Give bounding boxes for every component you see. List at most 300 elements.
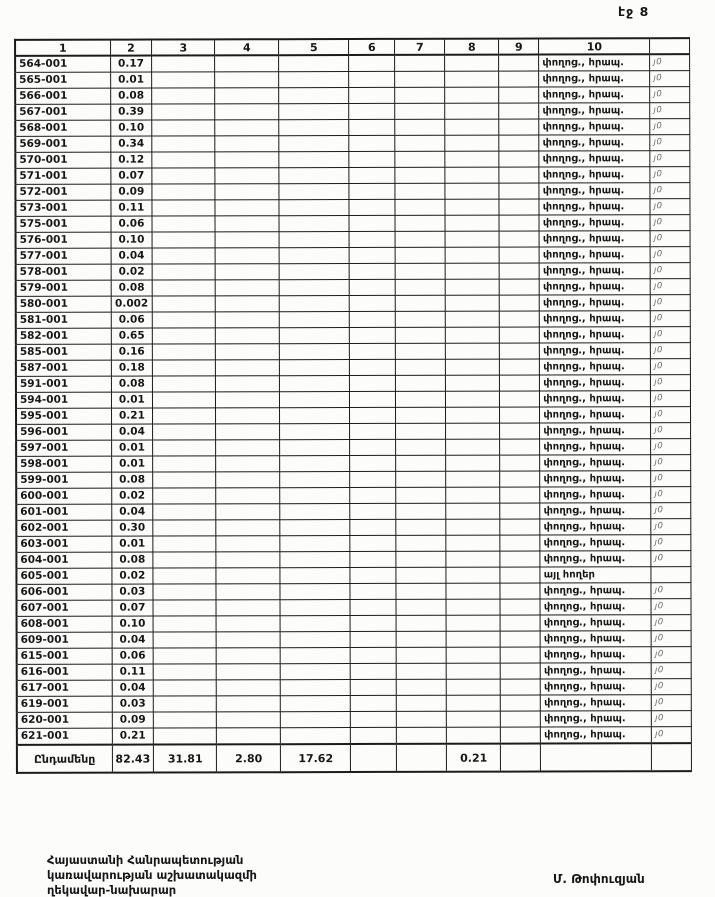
margin-annotation: յ0 — [651, 391, 691, 407]
empty-cell — [446, 343, 500, 359]
margin-annotation: յ0 — [651, 631, 691, 647]
empty-cell — [395, 263, 445, 279]
total-value-cell — [351, 744, 397, 772]
empty-cell — [446, 391, 500, 407]
empty-cell — [395, 231, 445, 247]
margin-annotation: յ0 — [650, 247, 690, 263]
empty-cell — [445, 263, 499, 279]
empty-cell — [216, 328, 280, 344]
empty-cell — [279, 264, 349, 280]
parcel-code-cell: 582-001 — [16, 328, 111, 344]
parcel-code-cell: 617-001 — [17, 680, 112, 696]
land-use-cell: փողոց., հրապ. — [540, 487, 651, 503]
empty-cell — [280, 424, 350, 440]
margin-annotation: յ0 — [651, 439, 691, 455]
total-value-cell: 17.62 — [281, 744, 351, 772]
empty-cell — [395, 167, 445, 183]
footer-title-line-2: կառավարության աշխատակազմի — [47, 867, 257, 882]
empty-cell — [350, 311, 396, 327]
empty-cell — [396, 599, 446, 615]
empty-cell — [280, 616, 350, 632]
margin-annotation: յ0 — [652, 711, 692, 727]
empty-cell — [216, 360, 280, 376]
empty-cell — [216, 456, 280, 472]
empty-cell — [216, 600, 280, 616]
empty-cell — [215, 216, 279, 232]
empty-cell — [396, 327, 446, 343]
land-use-cell: փողոց., հրապ. — [540, 519, 651, 535]
total-value-cell — [397, 744, 447, 772]
empty-cell — [397, 695, 447, 711]
empty-cell — [152, 55, 215, 72]
empty-cell — [153, 440, 216, 456]
margin-annotation: յ0 — [650, 183, 690, 199]
table-row — [15, 135, 690, 153]
area-value-cell: 0.17 — [110, 56, 152, 73]
empty-cell — [152, 200, 215, 216]
land-use-cell: փողոց., հրապ. — [539, 151, 650, 167]
empty-cell — [153, 584, 216, 600]
empty-cell — [280, 312, 350, 328]
empty-cell — [396, 375, 446, 391]
empty-cell — [396, 439, 446, 455]
empty-cell — [350, 567, 396, 583]
empty-cell — [350, 391, 396, 407]
land-use-cell: փողոց., հրապ. — [540, 423, 651, 439]
empty-cell — [153, 392, 216, 408]
area-value-cell: 0.08 — [111, 376, 153, 392]
empty-cell — [396, 407, 446, 423]
empty-cell — [445, 183, 499, 199]
column-header: 9 — [499, 39, 539, 55]
empty-cell — [152, 168, 215, 184]
area-value-cell: 0.01 — [111, 392, 153, 408]
empty-cell — [152, 104, 215, 120]
empty-cell — [217, 696, 281, 712]
area-value-cell: 0.002 — [111, 296, 153, 312]
empty-cell — [499, 183, 539, 199]
empty-cell — [154, 696, 217, 712]
empty-cell — [279, 248, 349, 264]
table-row — [16, 455, 691, 473]
parcel-code-cell: 578-001 — [16, 264, 111, 280]
empty-cell — [500, 343, 540, 359]
empty-cell — [154, 728, 217, 745]
total-value-cell — [541, 743, 652, 771]
empty-cell — [396, 567, 446, 583]
empty-cell — [216, 296, 280, 312]
area-value-cell: 0.08 — [111, 472, 153, 488]
margin-spacer — [652, 743, 692, 771]
table-row — [16, 295, 691, 313]
empty-cell — [281, 680, 351, 696]
empty-cell — [447, 695, 501, 711]
table-row — [17, 615, 692, 633]
parcel-code-cell: 585-001 — [16, 344, 111, 360]
margin-annotation: յ0 — [651, 311, 691, 327]
margin-annotation: յ0 — [650, 87, 690, 103]
empty-cell — [446, 311, 500, 327]
empty-cell — [500, 295, 540, 311]
empty-cell — [396, 583, 446, 599]
empty-cell — [280, 632, 350, 648]
land-use-cell: փողոց., հրապ. — [540, 375, 651, 391]
empty-cell — [153, 376, 216, 392]
table-row — [16, 311, 691, 329]
empty-cell — [445, 135, 499, 151]
empty-cell — [395, 119, 445, 135]
empty-cell — [215, 152, 279, 168]
empty-cell — [153, 552, 216, 568]
area-value-cell: 0.21 — [112, 728, 154, 745]
area-value-cell: 0.08 — [110, 88, 152, 104]
empty-cell — [280, 536, 350, 552]
footer-title-line-3: ղեկավար-նախարար — [47, 882, 177, 897]
margin-annotation: յ0 — [650, 279, 690, 295]
area-value-cell: 0.02 — [111, 488, 153, 504]
land-parcels-table — [14, 37, 692, 774]
empty-cell — [395, 71, 445, 87]
table-row — [16, 359, 691, 377]
land-use-cell: փողոց., հրապ. — [540, 583, 651, 599]
empty-cell — [153, 424, 216, 440]
empty-cell — [152, 136, 215, 152]
empty-cell — [350, 615, 396, 631]
empty-cell — [153, 664, 216, 680]
table-row — [16, 407, 691, 425]
table-row — [15, 119, 690, 137]
empty-cell — [279, 152, 349, 168]
empty-cell — [446, 439, 500, 455]
empty-cell — [397, 711, 447, 727]
empty-cell — [446, 519, 500, 535]
margin-annotation: յ0 — [651, 455, 691, 471]
parcel-code-cell: 600-001 — [16, 488, 111, 504]
parcel-code-cell: 608-001 — [17, 616, 112, 632]
area-value-cell: 0.30 — [111, 520, 153, 536]
empty-cell — [500, 519, 540, 535]
empty-cell — [395, 135, 445, 151]
empty-cell — [152, 152, 215, 168]
empty-cell — [216, 584, 280, 600]
empty-cell — [280, 584, 350, 600]
area-value-cell: 0.10 — [111, 232, 153, 248]
column-header: 3 — [152, 39, 215, 55]
table-row — [15, 183, 690, 201]
empty-cell — [501, 711, 541, 727]
land-use-cell: փողոց., հրապ. — [541, 711, 652, 727]
empty-cell — [281, 712, 351, 728]
footer-title-line-1: Հայաստանի Հանրապետության — [47, 853, 244, 867]
table-row — [16, 263, 691, 281]
table-row — [15, 71, 690, 89]
area-value-cell: 0.01 — [110, 72, 152, 88]
area-value-cell: 0.04 — [112, 680, 154, 696]
empty-cell — [501, 679, 541, 695]
land-use-cell: փողոց., հրապ. — [539, 119, 650, 135]
empty-cell — [499, 151, 539, 167]
parcel-code-cell: 564-001 — [15, 56, 110, 73]
empty-cell — [350, 583, 396, 599]
empty-cell — [350, 503, 396, 519]
empty-cell — [396, 519, 446, 535]
margin-annotation: յ0 — [650, 167, 690, 183]
empty-cell — [445, 167, 499, 183]
empty-cell — [350, 487, 396, 503]
table-row — [16, 551, 691, 569]
empty-cell — [350, 439, 396, 455]
empty-cell — [215, 104, 279, 120]
empty-cell — [395, 279, 445, 295]
empty-cell — [501, 695, 541, 711]
empty-cell — [446, 471, 500, 487]
empty-cell — [396, 647, 446, 663]
empty-cell — [349, 247, 395, 263]
empty-cell — [153, 616, 216, 632]
margin-annotation: յ0 — [650, 119, 690, 135]
empty-cell — [500, 631, 540, 647]
area-value-cell: 0.02 — [111, 568, 153, 584]
empty-cell — [153, 568, 216, 584]
empty-cell — [217, 680, 281, 696]
margin-annotation: յ0 — [650, 199, 690, 215]
parcel-code-cell: 565-001 — [15, 72, 110, 88]
area-value-cell: 0.03 — [111, 584, 153, 600]
parcel-code-cell: 577-001 — [16, 248, 111, 264]
land-use-cell: փողոց., հրապ. — [540, 599, 651, 615]
margin-annotation: յ0 — [652, 727, 692, 744]
empty-cell — [215, 200, 279, 216]
empty-cell — [216, 488, 280, 504]
empty-cell — [396, 311, 446, 327]
land-use-cell: փողոց., հրապ. — [541, 679, 652, 695]
parcel-code-cell: 607-001 — [17, 600, 112, 616]
empty-cell — [445, 119, 499, 135]
column-header: 4 — [215, 39, 279, 55]
land-use-cell: փողոց., հրապ. — [540, 407, 651, 423]
area-value-cell: 0.04 — [111, 504, 153, 520]
empty-cell — [446, 407, 500, 423]
empty-cell — [445, 71, 499, 87]
table-row — [16, 279, 691, 297]
table-row — [16, 327, 691, 345]
area-value-cell: 0.04 — [111, 248, 153, 264]
margin-spacer — [650, 38, 690, 54]
empty-cell — [349, 183, 395, 199]
empty-cell — [216, 424, 280, 440]
table-header-row — [15, 38, 690, 56]
column-header: 6 — [349, 39, 395, 55]
empty-cell — [152, 184, 215, 200]
table-row — [17, 679, 692, 697]
land-use-cell: փողոց., հրապ. — [540, 391, 651, 407]
table-row — [15, 167, 690, 185]
land-use-cell: փողոց., հրապ. — [539, 54, 650, 71]
margin-annotation: յ0 — [650, 263, 690, 279]
empty-cell — [350, 663, 396, 679]
empty-cell — [279, 104, 349, 120]
empty-cell — [152, 232, 215, 248]
total-value-cell — [501, 744, 541, 772]
empty-cell — [152, 280, 215, 296]
empty-cell — [350, 535, 396, 551]
table-row — [16, 471, 691, 489]
margin-annotation — [651, 567, 691, 583]
margin-annotation: յ0 — [651, 519, 691, 535]
empty-cell — [500, 471, 540, 487]
area-value-cell: 0.06 — [112, 648, 154, 664]
area-value-cell: 0.65 — [111, 328, 153, 344]
land-use-cell: փողոց., հրապ. — [540, 455, 651, 471]
empty-cell — [350, 343, 396, 359]
signature-name: Մ. Թոփուզյան — [553, 872, 645, 886]
area-value-cell: 0.03 — [112, 696, 154, 712]
land-use-cell: փողոց., հրապ. — [539, 231, 650, 247]
empty-cell — [500, 647, 540, 663]
margin-annotation: յ0 — [651, 343, 691, 359]
empty-cell — [499, 279, 539, 295]
table-row — [15, 151, 690, 169]
parcel-code-cell: 609-001 — [17, 632, 112, 648]
empty-cell — [445, 247, 499, 263]
empty-cell — [152, 72, 215, 88]
area-value-cell: 0.09 — [112, 712, 154, 728]
empty-cell — [280, 344, 350, 360]
margin-annotation: յ0 — [650, 135, 690, 151]
table-row — [16, 231, 691, 249]
empty-cell — [350, 647, 396, 663]
parcel-code-cell: 615-001 — [17, 648, 112, 664]
empty-cell — [153, 408, 216, 424]
land-use-cell: փողոց., հրապ. — [540, 631, 651, 647]
area-value-cell: 0.18 — [111, 360, 153, 376]
empty-cell — [153, 488, 216, 504]
table-row — [17, 631, 692, 649]
empty-cell — [350, 519, 396, 535]
empty-cell — [216, 344, 280, 360]
empty-cell — [446, 567, 500, 583]
empty-cell — [349, 199, 395, 215]
empty-cell — [280, 392, 350, 408]
area-value-cell: 0.08 — [111, 280, 153, 296]
empty-cell — [446, 631, 500, 647]
empty-cell — [446, 535, 500, 551]
empty-cell — [499, 55, 539, 72]
empty-cell — [446, 359, 500, 375]
empty-cell — [279, 232, 349, 248]
table-row — [16, 519, 691, 537]
empty-cell — [280, 504, 350, 520]
column-header: 8 — [445, 39, 499, 55]
margin-annotation: յ0 — [651, 583, 691, 599]
margin-annotation: յ0 — [652, 695, 692, 711]
area-value-cell: 0.39 — [110, 104, 152, 120]
table-row — [17, 599, 692, 617]
empty-cell — [349, 215, 395, 231]
margin-annotation: յ0 — [651, 503, 691, 519]
empty-cell — [350, 375, 396, 391]
empty-cell — [500, 599, 540, 615]
empty-cell — [216, 440, 280, 456]
empty-cell — [216, 312, 280, 328]
empty-cell — [349, 71, 395, 87]
land-use-cell: փողոց., հրապ. — [540, 647, 651, 663]
empty-cell — [216, 504, 280, 520]
land-use-cell: փողոց., հրապ. — [540, 471, 651, 487]
empty-cell — [280, 408, 350, 424]
table-row — [15, 103, 690, 121]
empty-cell — [280, 456, 350, 472]
empty-cell — [349, 103, 395, 119]
empty-cell — [281, 696, 351, 712]
parcel-code-cell: 604-001 — [16, 552, 111, 568]
area-value-cell: 0.12 — [110, 152, 152, 168]
empty-cell — [445, 231, 499, 247]
empty-cell — [446, 615, 500, 631]
empty-cell — [500, 439, 540, 455]
empty-cell — [499, 87, 539, 103]
empty-cell — [216, 552, 280, 568]
area-value-cell: 0.07 — [110, 168, 152, 184]
empty-cell — [349, 87, 395, 103]
empty-cell — [500, 455, 540, 471]
footer-official-title — [47, 853, 257, 897]
empty-cell — [217, 728, 281, 745]
empty-cell — [280, 360, 350, 376]
area-value-cell: 0.11 — [112, 664, 154, 680]
empty-cell — [216, 376, 280, 392]
column-header: 2 — [110, 40, 152, 56]
empty-cell — [216, 536, 280, 552]
empty-cell — [446, 455, 500, 471]
empty-cell — [350, 359, 396, 375]
empty-cell — [445, 199, 499, 215]
empty-cell — [397, 727, 447, 744]
empty-cell — [215, 184, 279, 200]
empty-cell — [445, 279, 499, 295]
empty-cell — [216, 648, 280, 664]
land-use-cell: փողոց., հրապ. — [540, 535, 651, 551]
parcel-code-cell: 595-001 — [16, 408, 111, 424]
empty-cell — [280, 664, 350, 680]
empty-cell — [396, 487, 446, 503]
empty-cell — [152, 264, 215, 280]
empty-cell — [350, 631, 396, 647]
land-use-cell: փողոց., հրապ. — [540, 311, 651, 327]
parcel-code-cell: 599-001 — [16, 472, 111, 488]
table-row — [16, 247, 691, 265]
table-row — [16, 375, 691, 393]
area-value-cell: 0.04 — [111, 424, 153, 440]
area-value-cell: 0.11 — [110, 200, 152, 216]
table-row — [17, 663, 692, 681]
empty-cell — [446, 647, 500, 663]
land-use-cell: փողոց., հրապ. — [539, 215, 650, 231]
land-use-cell: փողոց., հրապ. — [541, 695, 652, 711]
parcel-code-cell: 616-001 — [17, 664, 112, 680]
empty-cell — [446, 663, 500, 679]
empty-cell — [280, 440, 350, 456]
land-use-cell: փողոց., հրապ. — [539, 183, 650, 199]
margin-annotation: յ0 — [650, 103, 690, 119]
parcel-code-cell: 581-001 — [16, 312, 111, 328]
empty-cell — [215, 280, 279, 296]
empty-cell — [396, 295, 446, 311]
empty-cell — [397, 679, 447, 695]
empty-cell — [500, 375, 540, 391]
empty-cell — [279, 168, 349, 184]
empty-cell — [216, 408, 280, 424]
